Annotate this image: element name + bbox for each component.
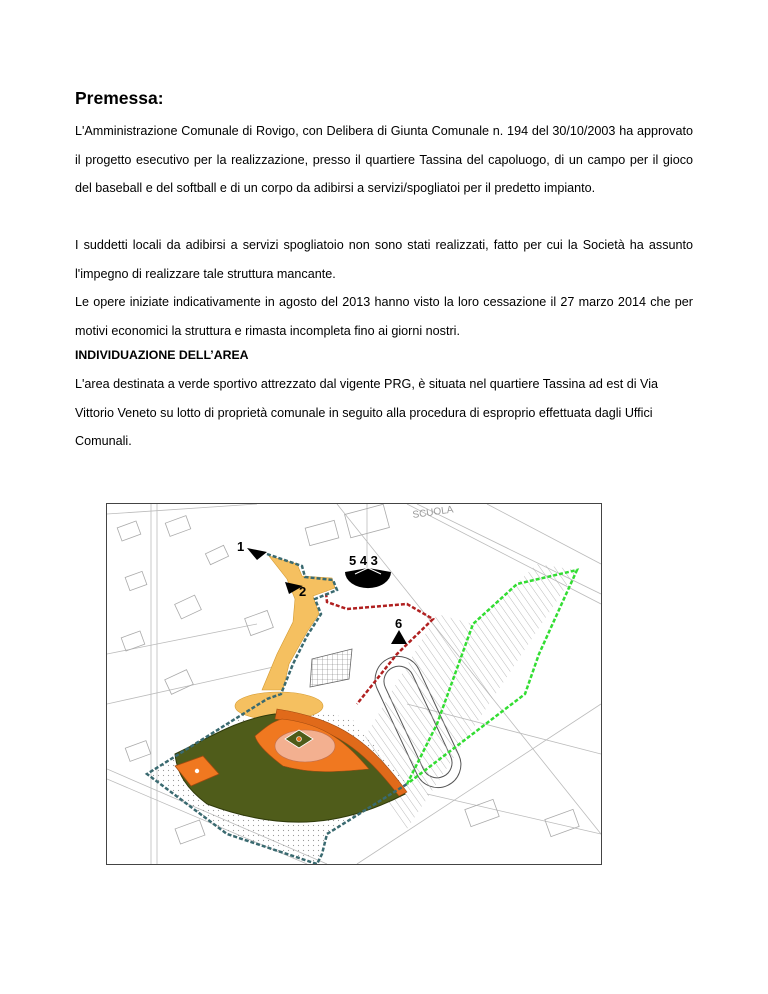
viewpoints-5-4-3-label: 5 4 3 (349, 553, 378, 568)
grey-building (310, 649, 352, 687)
page-title: Premessa: (75, 88, 164, 108)
site-plan-drawing (107, 504, 601, 864)
intro-paragraph: L'Amministrazione Comunale di Rovigo, con Delibera di Giunta Comunale n. 194 del 30/10/2003 ha approvato il progetto esecutivo per la realizzazione, presso il quartiere Tassina del capoluogo, di un campo per il gioco del baseball e del softball e di un corpo da adibirsi a servizi/spogliatoi per il predetto impianto. (75, 124, 693, 195)
section-heading: INDIVIDUAZIONE DELL’AREA (75, 348, 249, 362)
premise-paragraph-2: I suddetti locali da adibirsi a servizi spogliatoio non sono stati realizzati, fatto per cui la Società ha assunto l'impegno di realizzare tale struttura mancante. (75, 238, 693, 281)
premise-paragraph-3: Le opere iniziate indicativamente in agosto del 2013 hanno visto la loro cessazione il 27 marzo 2014 che per motivi economici la struttura e rimasta incompleta fino ai giorni nostri. (75, 295, 693, 338)
viewpoints-5-4-3-marker (345, 553, 391, 588)
softball-mound (195, 769, 199, 773)
viewpoint-1-marker (237, 539, 267, 560)
school-label: SCUOLA (411, 504, 455, 521)
viewpoint-1-label: 1 (237, 539, 245, 554)
area-paragraph: L'area destinata a verde sportivo attrezzato dal vigente PRG, è situata nel quartiere Tassina ad est di Via Vittorio Veneto su lotto di proprietà comunale in seguito alla procedura di esproprio effettuata dagli Uffici Comunali. (75, 377, 658, 448)
viewpoint-6-label: 6 (395, 616, 403, 631)
viewpoint-6-marker (391, 616, 407, 644)
viewpoint-2-label: 2 (299, 584, 307, 599)
site-plan-map (106, 503, 602, 865)
pitcher-mound (297, 737, 302, 742)
